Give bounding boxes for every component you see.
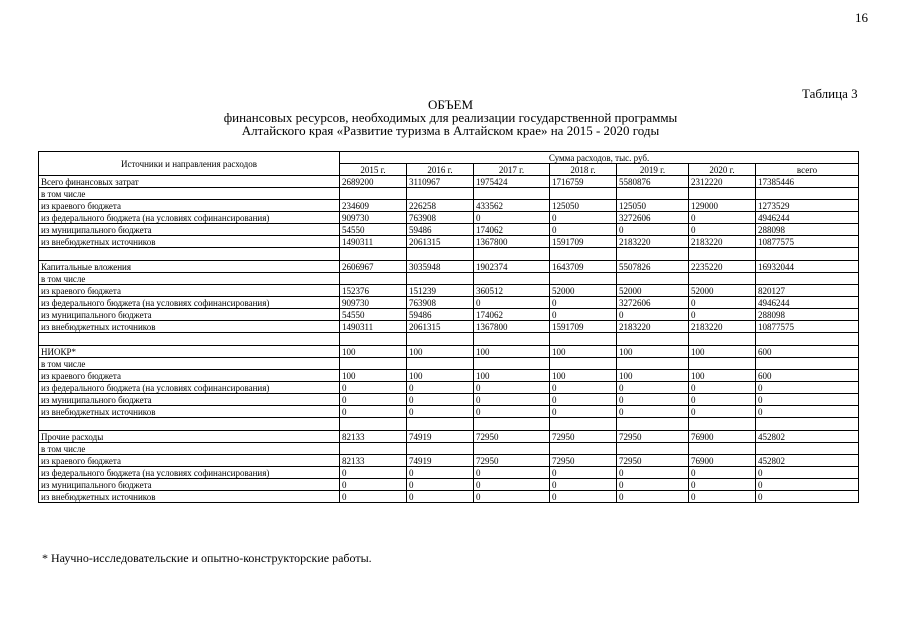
table-cell <box>474 248 550 261</box>
table-row <box>39 455 859 467</box>
table-cell: 125050 <box>550 200 617 212</box>
table-cell: 0 <box>474 479 550 491</box>
row-label: из федерального бюджета (на условиях софинансирования) <box>39 297 340 309</box>
table-cell: 52000 <box>617 285 689 297</box>
table-cell <box>474 418 550 431</box>
row-label: Всего финансовых затрат <box>39 176 340 188</box>
table-cell: 54550 <box>340 224 407 236</box>
row-label: из внебюджетных источников <box>39 236 340 248</box>
table-cell: 234609 <box>340 200 407 212</box>
table-cell <box>756 273 859 285</box>
table-row <box>39 321 859 333</box>
table-cell: 2061315 <box>407 236 474 248</box>
table-cell: 0 <box>617 394 689 406</box>
table-row <box>39 285 859 297</box>
table-cell: 0 <box>340 394 407 406</box>
table-cell: 174062 <box>474 309 550 321</box>
table-cell: 1643709 <box>550 261 617 273</box>
row-label: из внебюджетных источников <box>39 321 340 333</box>
table-cell: 0 <box>617 224 689 236</box>
table-cell: 100 <box>340 346 407 358</box>
row-label: Капитальные вложения <box>39 261 340 273</box>
table-cell <box>340 188 407 200</box>
table-cell: 1591709 <box>550 236 617 248</box>
row-label: в том числе <box>39 443 340 455</box>
year-header: 2020 г. <box>689 164 756 176</box>
table-row <box>39 236 859 248</box>
table-cell: 452802 <box>756 455 859 467</box>
table-cell: 74919 <box>407 431 474 443</box>
table-row <box>39 346 859 358</box>
title-line-2: финансовых ресурсов, необходимых для реализации государственной программы <box>223 110 678 125</box>
table-row <box>39 370 859 382</box>
table-cell: 360512 <box>474 285 550 297</box>
table-cell: 763908 <box>407 212 474 224</box>
table-cell: 0 <box>689 297 756 309</box>
table-cell: 0 <box>617 467 689 479</box>
table-row <box>39 273 859 285</box>
table-cell <box>617 188 689 200</box>
sum-header: Сумма расходов, тыс. руб. <box>340 152 859 164</box>
table-cell: 0 <box>550 224 617 236</box>
table-cell <box>617 273 689 285</box>
table-cell: 0 <box>617 479 689 491</box>
table-cell: 72950 <box>550 455 617 467</box>
row-label: НИОКР* <box>39 346 340 358</box>
table-row <box>39 382 859 394</box>
table-cell: 16932044 <box>756 261 859 273</box>
row-label: из федерального бюджета (на условиях софинансирования) <box>39 467 340 479</box>
table-row <box>39 418 859 431</box>
table-row <box>39 297 859 309</box>
table-cell: 0 <box>756 382 859 394</box>
row-label: из внебюджетных источников <box>39 491 340 503</box>
table-cell: 0 <box>340 491 407 503</box>
table-cell: 0 <box>474 406 550 418</box>
table-cell: 909730 <box>340 297 407 309</box>
table-cell: 1591709 <box>550 321 617 333</box>
footnote: * Научно-исследовательские и опытно-конструкторские работы. <box>42 551 372 565</box>
table-cell: 452802 <box>756 431 859 443</box>
source-header: Источники и направления расходов <box>39 152 340 176</box>
table-cell <box>617 443 689 455</box>
table-cell: 3272606 <box>617 297 689 309</box>
table-cell: 0 <box>756 406 859 418</box>
row-label: Прочие расходы <box>39 431 340 443</box>
table-cell: 17385446 <box>756 176 859 188</box>
table-label: Таблица 3 <box>802 86 858 101</box>
year-header: 2016 г. <box>407 164 474 176</box>
table-cell: 1490311 <box>340 321 407 333</box>
table-row <box>39 479 859 491</box>
table-cell <box>340 333 407 346</box>
table-cell <box>340 443 407 455</box>
table-cell: 10877575 <box>756 321 859 333</box>
table-cell: 82133 <box>340 431 407 443</box>
table-cell <box>474 358 550 370</box>
table-cell: 0 <box>689 224 756 236</box>
table-cell: 0 <box>756 467 859 479</box>
table-row <box>39 443 859 455</box>
table-cell: 3035948 <box>407 261 474 273</box>
table-cell: 72950 <box>474 431 550 443</box>
table-cell: 0 <box>617 382 689 394</box>
year-header: 2019 г. <box>617 164 689 176</box>
table-cell: 151239 <box>407 285 474 297</box>
table-cell: 0 <box>550 297 617 309</box>
row-label: в том числе <box>39 273 340 285</box>
year-header: 2015 г. <box>340 164 407 176</box>
table-row <box>39 261 859 273</box>
table-cell: 0 <box>550 382 617 394</box>
table-cell <box>617 333 689 346</box>
table-cell: 4946244 <box>756 212 859 224</box>
table-cell: 0 <box>689 467 756 479</box>
table-cell <box>474 333 550 346</box>
table-cell <box>617 418 689 431</box>
table-cell <box>689 273 756 285</box>
table-cell: 129000 <box>689 200 756 212</box>
table-cell: 74919 <box>407 455 474 467</box>
table-cell <box>550 418 617 431</box>
table-cell: 1367800 <box>474 236 550 248</box>
table-row <box>39 248 859 261</box>
table-cell: 1902374 <box>474 261 550 273</box>
table-cell: 2183220 <box>617 236 689 248</box>
document-title <box>0 98 905 137</box>
table-cell: 0 <box>340 406 407 418</box>
table-cell <box>474 273 550 285</box>
table-cell: 100 <box>474 370 550 382</box>
table-cell <box>756 333 859 346</box>
table-cell: 72950 <box>617 431 689 443</box>
table-cell: 2183220 <box>617 321 689 333</box>
table-cell: 5580876 <box>617 176 689 188</box>
table-cell <box>407 358 474 370</box>
table-cell: 0 <box>550 491 617 503</box>
table-cell: 0 <box>617 406 689 418</box>
table-cell: 0 <box>474 212 550 224</box>
row-label: из краевого бюджета <box>39 370 340 382</box>
table-cell <box>407 188 474 200</box>
table-cell <box>617 248 689 261</box>
page-number: 16 <box>855 10 868 25</box>
table-cell: 100 <box>340 370 407 382</box>
table-cell: 5507826 <box>617 261 689 273</box>
table-cell: 0 <box>550 467 617 479</box>
table-cell: 0 <box>550 406 617 418</box>
table-cell: 0 <box>340 479 407 491</box>
table-cell <box>689 443 756 455</box>
table-cell: 0 <box>474 467 550 479</box>
title-line-1: ОБЪЕМ <box>427 97 474 112</box>
table-cell: 3110967 <box>407 176 474 188</box>
table-cell <box>689 358 756 370</box>
table-row <box>39 394 859 406</box>
table-cell: 0 <box>617 491 689 503</box>
table-cell: 2183220 <box>689 236 756 248</box>
table-cell: 433562 <box>474 200 550 212</box>
table-cell: 2061315 <box>407 321 474 333</box>
table-cell: 0 <box>550 309 617 321</box>
table-cell: 1975424 <box>474 176 550 188</box>
table-cell: 2235220 <box>689 261 756 273</box>
table-cell: 52000 <box>550 285 617 297</box>
table-cell <box>407 333 474 346</box>
table-cell: 2606967 <box>340 261 407 273</box>
table-cell <box>474 443 550 455</box>
table-cell <box>340 273 407 285</box>
table-cell: 0 <box>474 382 550 394</box>
row-label <box>39 418 340 431</box>
table-cell: 100 <box>407 346 474 358</box>
table-cell: 100 <box>689 346 756 358</box>
table-cell: 100 <box>617 370 689 382</box>
table-cell: 0 <box>474 491 550 503</box>
table-cell: 0 <box>689 394 756 406</box>
year-header: 2017 г. <box>474 164 550 176</box>
table-cell: 1367800 <box>474 321 550 333</box>
table-cell: 0 <box>407 491 474 503</box>
table-cell: 76900 <box>689 455 756 467</box>
table-cell: 72950 <box>550 431 617 443</box>
table-cell <box>340 418 407 431</box>
table-cell <box>340 358 407 370</box>
table-cell: 0 <box>407 467 474 479</box>
row-label <box>39 333 340 346</box>
table-cell <box>550 188 617 200</box>
table-cell: 0 <box>689 309 756 321</box>
table-cell: 100 <box>474 346 550 358</box>
table-cell: 72950 <box>474 455 550 467</box>
table-cell: 600 <box>756 346 859 358</box>
table-cell: 3272606 <box>617 212 689 224</box>
table-row <box>39 358 859 370</box>
table-cell <box>550 273 617 285</box>
table-cell: 0 <box>689 382 756 394</box>
table-cell: 4946244 <box>756 297 859 309</box>
table-cell: 0 <box>407 394 474 406</box>
table-cell <box>474 188 550 200</box>
table-cell: 763908 <box>407 297 474 309</box>
table-cell: 100 <box>407 370 474 382</box>
row-label: из краевого бюджета <box>39 200 340 212</box>
table-cell: 0 <box>756 491 859 503</box>
table-cell: 0 <box>689 212 756 224</box>
row-label: из муниципального бюджета <box>39 394 340 406</box>
row-label: из федерального бюджета (на условиях софинансирования) <box>39 212 340 224</box>
table-cell <box>550 443 617 455</box>
row-label: в том числе <box>39 358 340 370</box>
table-cell: 100 <box>550 346 617 358</box>
table-cell: 1716759 <box>550 176 617 188</box>
table-cell <box>407 418 474 431</box>
table-cell: 0 <box>550 479 617 491</box>
table-cell: 600 <box>756 370 859 382</box>
table-cell <box>689 188 756 200</box>
table-row <box>39 309 859 321</box>
table-cell: 909730 <box>340 212 407 224</box>
table-cell: 2183220 <box>689 321 756 333</box>
table-row <box>39 491 859 503</box>
table-row <box>39 212 859 224</box>
year-header: всего <box>756 164 859 176</box>
table-cell: 125050 <box>617 200 689 212</box>
table-cell: 0 <box>756 479 859 491</box>
table-cell <box>617 358 689 370</box>
table-row <box>39 188 859 200</box>
table-cell: 72950 <box>617 455 689 467</box>
table-cell <box>550 333 617 346</box>
table-cell: 0 <box>340 382 407 394</box>
table-cell <box>407 248 474 261</box>
table-cell: 1490311 <box>340 236 407 248</box>
table-cell: 2689200 <box>340 176 407 188</box>
table-cell: 0 <box>689 479 756 491</box>
table-cell: 2312220 <box>689 176 756 188</box>
table-cell: 288098 <box>756 309 859 321</box>
table-cell: 59486 <box>407 224 474 236</box>
table-cell <box>756 248 859 261</box>
table-row <box>39 333 859 346</box>
table-cell: 59486 <box>407 309 474 321</box>
table-cell <box>407 443 474 455</box>
table-cell: 152376 <box>340 285 407 297</box>
table-cell: 0 <box>474 297 550 309</box>
table-cell: 0 <box>407 406 474 418</box>
table-cell: 0 <box>756 394 859 406</box>
row-label: из муниципального бюджета <box>39 224 340 236</box>
table-cell: 820127 <box>756 285 859 297</box>
table-cell: 226258 <box>407 200 474 212</box>
table-row <box>39 176 859 188</box>
table-row <box>39 467 859 479</box>
row-label: из краевого бюджета <box>39 285 340 297</box>
table-cell <box>756 418 859 431</box>
row-label: из внебюджетных источников <box>39 406 340 418</box>
table-cell: 52000 <box>689 285 756 297</box>
table-cell: 0 <box>550 212 617 224</box>
table-cell <box>756 188 859 200</box>
table-cell: 288098 <box>756 224 859 236</box>
table-cell: 0 <box>689 406 756 418</box>
row-label: в том числе <box>39 188 340 200</box>
table-cell: 0 <box>407 382 474 394</box>
table-row <box>39 431 859 443</box>
table-cell: 100 <box>689 370 756 382</box>
table-cell <box>689 333 756 346</box>
table-row <box>39 406 859 418</box>
table-cell: 0 <box>550 394 617 406</box>
table-cell <box>550 248 617 261</box>
table-cell: 100 <box>617 346 689 358</box>
year-header: 2018 г. <box>550 164 617 176</box>
table-cell: 10877575 <box>756 236 859 248</box>
table-row <box>39 200 859 212</box>
title-line-3: Алтайского края «Развитие туризма в Алтайском крае» на 2015 - 2020 годы <box>241 123 660 138</box>
table-cell <box>550 358 617 370</box>
table-cell: 0 <box>407 479 474 491</box>
table-cell: 1273529 <box>756 200 859 212</box>
table-cell: 76900 <box>689 431 756 443</box>
table-cell: 0 <box>474 394 550 406</box>
row-label: из муниципального бюджета <box>39 479 340 491</box>
table-cell: 0 <box>340 467 407 479</box>
table-cell: 0 <box>689 491 756 503</box>
table-cell <box>689 248 756 261</box>
row-label <box>39 248 340 261</box>
table-cell <box>756 358 859 370</box>
financing-table <box>38 151 859 503</box>
table-cell <box>407 273 474 285</box>
table-cell: 174062 <box>474 224 550 236</box>
table-cell <box>689 418 756 431</box>
table-cell <box>756 443 859 455</box>
table-cell: 82133 <box>340 455 407 467</box>
table-cell: 0 <box>617 309 689 321</box>
table-cell: 100 <box>550 370 617 382</box>
table-cell <box>340 248 407 261</box>
row-label: из муниципального бюджета <box>39 309 340 321</box>
table-row <box>39 224 859 236</box>
row-label: из краевого бюджета <box>39 455 340 467</box>
row-label: из федерального бюджета (на условиях софинансирования) <box>39 382 340 394</box>
table-cell: 54550 <box>340 309 407 321</box>
